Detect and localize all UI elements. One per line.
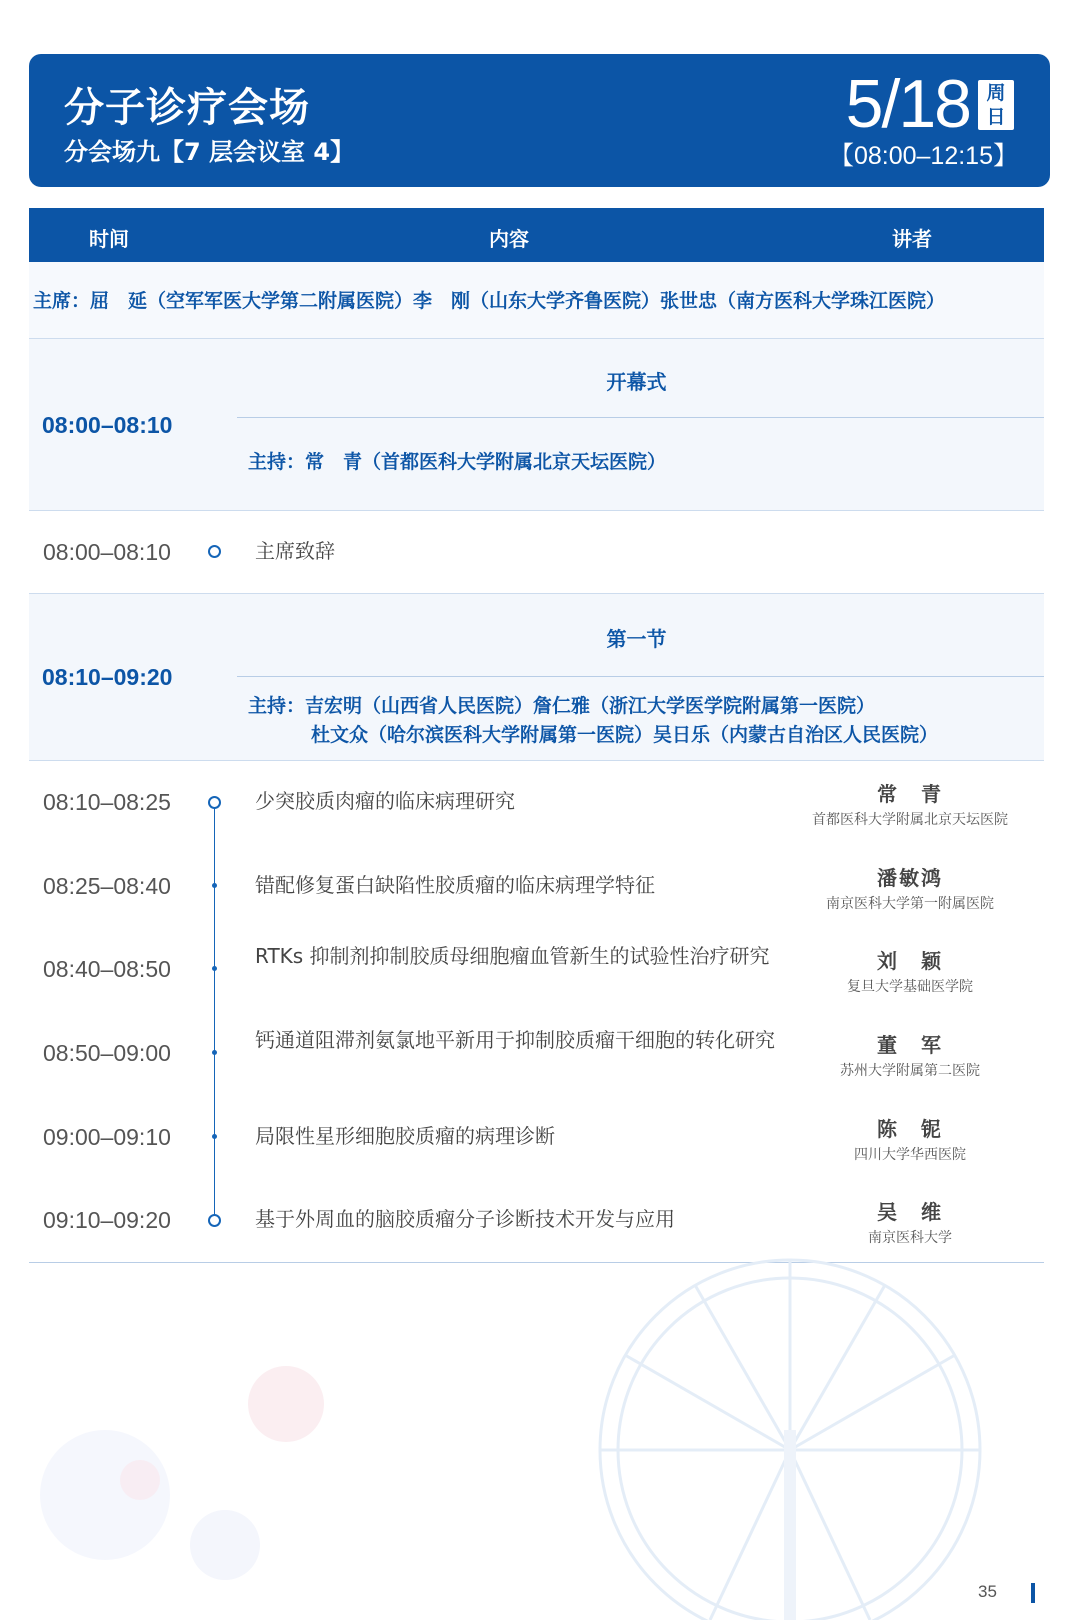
speaker-name: 潘敏鸿	[877, 866, 943, 890]
section1-host-line2: 杜文众（哈尔滨医科大学附属第一医院）吴日乐（内蒙古自治区人民医院）	[311, 724, 939, 746]
chairs-row	[29, 262, 1044, 339]
timeline-marker-dot	[212, 1134, 217, 1139]
speaker-institution: 首都医科大学附属北京天坛医院	[812, 812, 1008, 828]
timeline-marker-dot	[212, 883, 217, 888]
venue-title: 分子诊疗会场	[64, 85, 310, 131]
talk-topic: 错配修复蛋白缺陷性胶质瘤的临床病理学特征	[255, 873, 655, 897]
timeline-marker-hollow	[208, 1214, 221, 1227]
opening-time: 08:00–08:10	[42, 412, 173, 438]
talk-time: 08:25–08:40	[43, 873, 171, 899]
section1-host-line1: 主持：吉宏明（山西省人民医院）詹仁雅（浙江大学医学院附属第一医院）	[248, 695, 876, 717]
column-header-content: 内容	[489, 227, 529, 251]
chairs-text: 主席：屈 延（空军军医大学第二附属医院）李 刚（山东大学齐鲁医院）张世忠（南方医科大学珠江医院）	[33, 290, 946, 312]
speaker-name: 董 军	[877, 1033, 943, 1057]
talk-time: 08:50–09:00	[43, 1040, 171, 1066]
table-header	[29, 208, 1044, 262]
talk-topic: 钙通道阻滞剂氨氯地平新用于抑制胶质瘤干细胞的转化研究	[255, 1028, 775, 1052]
speaker-institution: 南京医科大学	[868, 1230, 952, 1246]
talk-topic: 局限性星形细胞胶质瘤的病理诊断	[255, 1124, 555, 1148]
page-number: 35	[978, 1582, 997, 1601]
section1-time: 08:10–09:20	[42, 664, 173, 690]
opening-host: 主持：常 青（首都医科大学附属北京天坛医院）	[248, 451, 667, 473]
welcome-row	[29, 511, 1044, 594]
speaker-name: 吴 维	[877, 1200, 943, 1224]
weekday-text: 周日	[986, 82, 1006, 128]
session-header	[29, 54, 1050, 187]
ferris-wheel-watermark	[590, 1245, 1000, 1620]
welcome-topic: 主席致辞	[255, 539, 335, 563]
talk-topic: 少突胶质肉瘤的临床病理研究	[255, 789, 515, 813]
timeline-marker-hollow	[208, 796, 221, 809]
opening-title: 开幕式	[606, 370, 667, 394]
speaker-institution: 苏州大学附属第二医院	[840, 1063, 980, 1079]
weekday-badge	[978, 80, 1014, 130]
session-date: 5/18	[845, 66, 970, 142]
talk-time: 09:00–09:10	[43, 1124, 171, 1150]
section1-title: 第一节	[606, 627, 667, 651]
talk-time: 09:10–09:20	[43, 1207, 171, 1233]
venue-subtitle: 分会场九【7 层会议室 4】	[64, 138, 355, 166]
timeline-marker-hollow	[208, 545, 221, 558]
timeline-marker-dot	[212, 966, 217, 971]
speaker-institution: 南京医科大学第一附属医院	[826, 896, 994, 912]
section1-divider	[237, 676, 1044, 677]
session-time-range: 【08:00–12:15】	[828, 142, 1018, 170]
talk-topic: 基于外周血的脑胶质瘤分子诊断技术开发与应用	[255, 1207, 675, 1231]
opening-divider	[237, 417, 1044, 418]
column-header-speaker: 讲者	[892, 227, 932, 251]
talk-time: 08:10–08:25	[43, 789, 171, 815]
welcome-time: 08:00–08:10	[43, 539, 171, 565]
column-header-time: 时间	[89, 227, 129, 251]
speaker-name: 刘 颖	[877, 949, 943, 973]
speaker-institution: 复旦大学基础医学院	[847, 979, 973, 995]
opening-block	[29, 339, 1044, 511]
decor-bubble	[248, 1366, 324, 1442]
speaker-institution: 四川大学华西医院	[854, 1147, 966, 1163]
decor-bubble	[120, 1460, 160, 1500]
talk-topic: RTKs 抑制剂抑制胶质母细胞瘤血管新生的试验性治疗研究	[255, 944, 770, 968]
speaker-name: 常 青	[877, 782, 943, 806]
timeline-marker-dot	[212, 1050, 217, 1055]
page-number-accent	[1031, 1583, 1035, 1603]
speaker-name: 陈 铌	[877, 1117, 943, 1141]
timeline-line	[214, 807, 215, 1219]
decor-bubble	[190, 1510, 260, 1580]
talk-time: 08:40–08:50	[43, 956, 171, 982]
section1-block	[29, 594, 1044, 761]
